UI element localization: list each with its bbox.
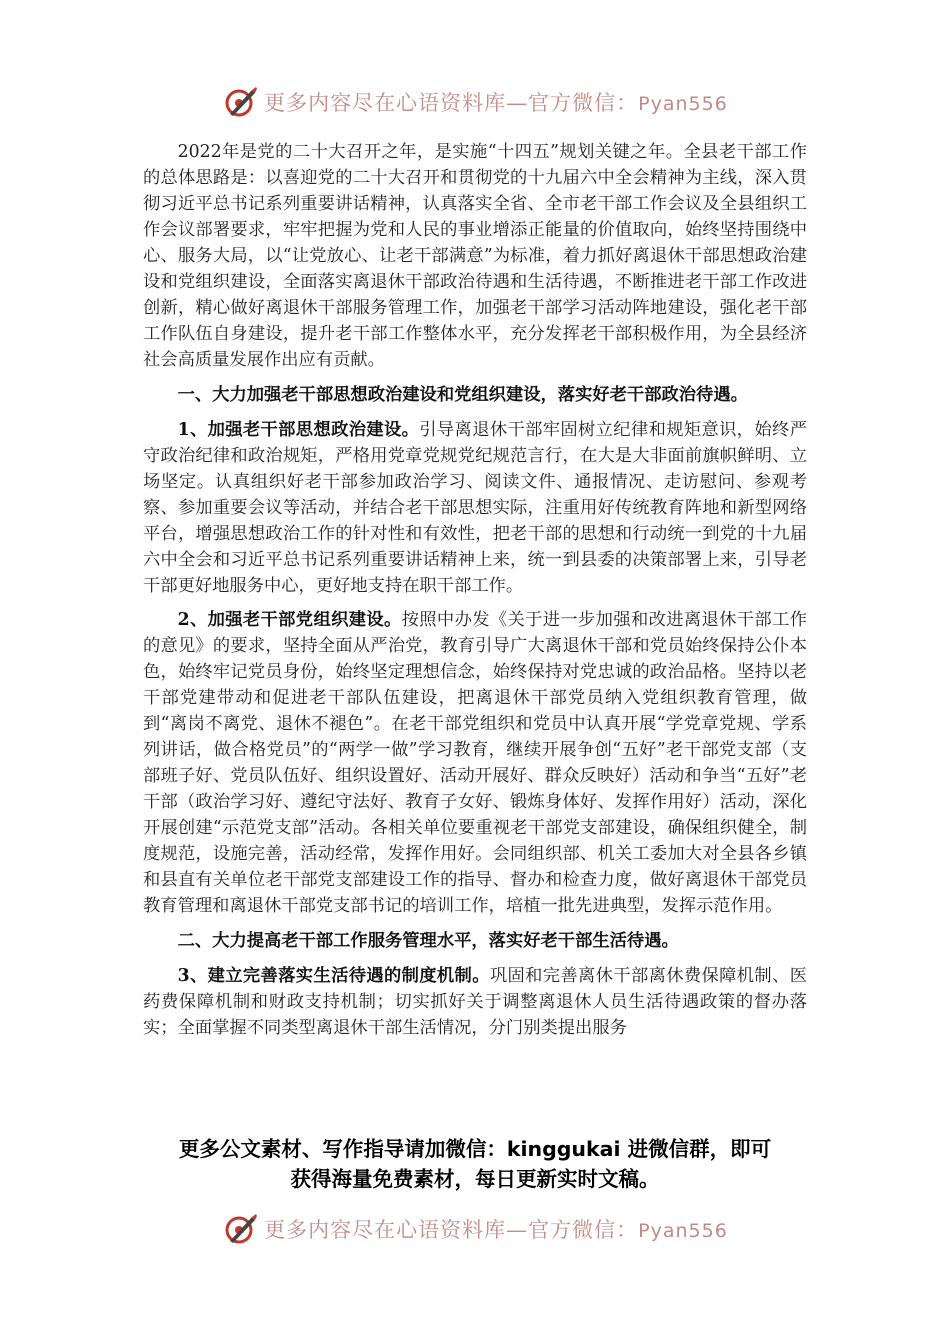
item-1-lead: 1、加强老干部思想政治建设。 (177, 420, 420, 440)
item-1-body: 引导离退休干部牢固树立纪律和规矩意识，始终严守政治纪律和政治规矩，严格用党章党规党纪规范言行，在大是大非面前旗帜鲜明、立场坚定。认真组织好老干部参加政治学习、阅读文件、通报情况、走访慰问、参观考察、参加重要会议等活动，并结合老干部思想实际，注重用好传统教育阵地和新型网络平台，增强思想政治工作的针对性和有效性，把老干部的思想和行动统一到党的十九届六中全会和习近平总书记系列重要讲话精神上来，统一到县委的决策部署上来，引导老干部更好地服务中心，更好地支持在职干部工作。 (143, 420, 807, 596)
promo-line-2: 获得海量免费素材，每日更新实时文稿。 (290, 1167, 660, 1191)
pen-logo-icon (222, 1211, 258, 1247)
item-2-paragraph (143, 607, 807, 919)
header-banner (0, 80, 950, 124)
footer-banner-wechat-id: Pyan556 (638, 1220, 728, 1242)
item-1-paragraph (143, 417, 807, 599)
footer-banner (0, 1207, 950, 1251)
intro-paragraph: 2022年是党的二十大召开之年，是实施“十四五”规划关键之年。全县老干部工作的总体思路是：以喜迎党的二十大召开和贯彻党的十九届六中全会精神为主线，深入贯彻习近平总书记系列重要讲话精神，认真落实全省、全市老干部工作会议及全县组织工作会议部署要求，牢牢把握为党和人民的事业增添正能量的价值取向，始终坚持围绕中心、服务大局，以“让党放心、让老干部满意”为标准，着力抓好离退休干部思想政治建设和党组织建设，全面落实离退休干部政治待遇和生活待遇，不断推进老干部工作改进创新，精心做好离退休干部服务管理工作，加强老干部学习活动阵地建设，强化老干部工作队伍自身建设，提升老干部工作整体水平，充分发挥老干部积极作用，为全县经济社会高质量发展作出应有贡献。 (143, 142, 807, 370)
pen-logo-icon (222, 84, 258, 120)
item-3-paragraph (143, 963, 807, 1041)
header-banner-wechat-id: Pyan556 (638, 93, 728, 115)
header-banner-text (264, 87, 728, 117)
promo-block (0, 1134, 950, 1194)
header-banner-label: 更多内容尽在心语资料库—官方微信： (264, 91, 639, 115)
item-3-lead: 3、建立完善落实生活待遇的制度机制。 (177, 966, 490, 986)
document-body (143, 139, 807, 1041)
section-2-heading: 二、大力提高老干部工作服务管理水平，落实好老干部生活待遇。 (177, 931, 679, 951)
item-2-body: 按照中办发《关于进一步加强和改进离退休干部工作的意见》的要求，坚持全面从严治党，教育引导广大离退休干部和党员始终保持公仆本色，始终牢记党员身份，始终坚定理想信念，始终保持对党忠诚的政治品格。坚持以老干部党建带动和促进老干部队伍建设，把离退休干部党员纳入党组织教育管理，做到“离岗不离党、退休不褪色”。在老干部党组织和党员中认真开展“学党章党规、学系列讲话，做合格党员”的“两学一做”学习教育，继续开展争创“五好”老干部党支部（支部班子好、党员队伍好、组织设置好、活动开展好、群众反映好）活动和争当“五好”老干部（政治学习好、遵纪守法好、教育子女好、锻炼身体好、发挥作用好）活动，深化开展创建“示范党支部”活动。各相关单位要重视老干部党支部建设，确保组织健全，制度规范，设施完善，活动经常，发挥作用好。会同组织部、机关工委加大对全县各乡镇和县直有关单位老干部党支部建设工作的指导、督办和检查力度，做好离退休干部党员教育管理和离退休干部党支部书记的培训工作，培植一批先进典型，发挥示范作用。 (143, 610, 807, 916)
footer-banner-text (264, 1214, 728, 1244)
section-1-heading: 一、大力加强老干部思想政治建设和党组织建设，落实好老干部政治待遇。 (177, 385, 748, 405)
promo-line-1: 更多公文素材、写作指导请加微信：kinggukai 进微信群，即可 (178, 1137, 772, 1161)
item-3-body: 巩固和完善离休干部离休费保障机制、医药费保障机制和财政支持机制；切实抓好关于调整离退休人员生活待遇政策的督办落实；全面掌握不同类型离退休干部生活情况，分门别类提出服务 (143, 966, 807, 1038)
item-2-lead: 2、加强老干部党组织建设。 (177, 610, 402, 630)
footer-banner-label: 更多内容尽在心语资料库—官方微信： (264, 1218, 639, 1242)
